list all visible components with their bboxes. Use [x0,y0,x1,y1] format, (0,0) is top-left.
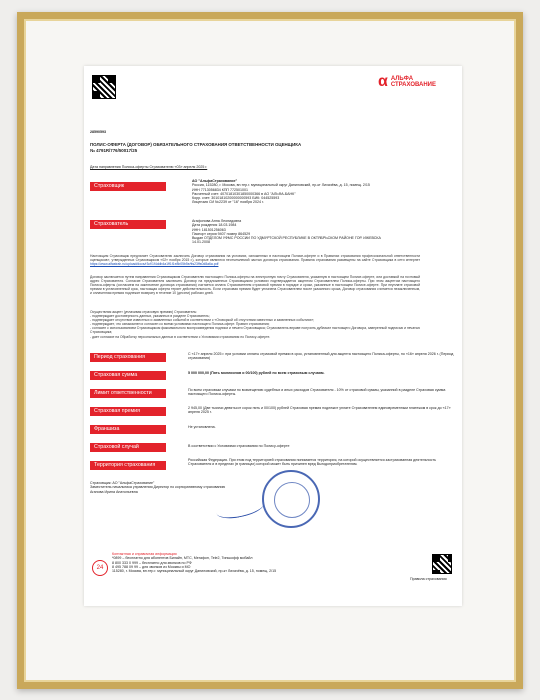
insured-event-value: В соответствии с Условиями страхования по Полису-оферте [188,444,290,448]
signatory-company: Страховщик: АО "АльфаСтрахование" [90,481,155,485]
sum-label: Страховая сумма [90,371,166,380]
condition-item: - подтверждает отсутствие известных и заявленных событий в соответствии с «Оговоркой об отсутствии известных и заявленных событиях»; [90,318,315,323]
insured-name: Агафонова Анна Леонидовна [192,219,242,223]
acceptance-paragraph: Договор заключается путем направления Страховщиком Страхователю настоящего Полиса-оферты на электронную почту Страхователя, указанную в настоящем Полисе-оферте, или доставкой на почтовый адрес Страхователя. Согласие Страхователя заключить Договор на предложенных Страховщиком условиях подтверждается акцептом Страхователем Полиса-оферты. При этом акцептом настоящего Полиса-оферты (согласием на заключение договора страхования) считается оплата Страхователем страховой премии в порядке и сроки, указанные в настоящем Полисе-оферте. При неуплате страховой премии в установленный срок, настоящая оферта теряет действительность. Если страховая премия будет уплачена Страхователем после указанного срока, Договор страхования считается незаключенным, и оплаченная премия подлежит возврату в течение 10 (десяти) рабочих дней. [90,275,420,296]
footer-line: 8 495 788 09 99 – для звонков из Москвы и МО [112,564,191,569]
intro-text: Настоящим Страховщик предлагает Страхователю заключить Договор страхования на условиях, изложенных в настоящем Полисе-оферте и в Правилах страхования профессиональной ответственности оценщиков», утвержденных Страховщиком «02» ноября 2015 г.), которые являются неотъемлемой частью договора страхования. Правила страхования размещены на сайте Страховщика в сети интернет [90,254,420,263]
signature-mark [215,495,265,522]
alpha-logo-icon: α [377,73,388,90]
brand-line-2: СТРАХОВАНИЕ [390,82,436,88]
deductible-value: Не установлена. [188,425,216,429]
insured-event-label: Страховой случай [90,443,166,452]
footer-line: 115280, г. Москва, вн.тер.г. муниципальный округ Даниловский, пр-кт Лихачёва, д. 15, помещ. 2/15 [112,569,277,574]
signatory-position: Заместитель начальника управления Директор по корпоративному страхованию [90,485,226,490]
document-title: ПОЛИС-ОФЕРТА (ДОГОВОР) ОБЯЗАТЕЛЬНОГО СТРАХОВАНИЯ ОТВЕТСТВЕННОСТИ ОЦЕНЩИКА [90,142,302,147]
insured-passport-issuer: Выдан ОТДЕЛОМ УФМС РОССИИ ПО УДМУРТСКОЙ РЕСПУБЛИКЕ В ОКТЯБРЬСКОМ РАЙОНЕ ГОР. ИЖЕВСКА [192,236,381,241]
rules-link[interactable]: https://www.alfastrah.ru/upload/docs/r3cf/1f4ddb4a1ff1f1e8b05b5e/tts23ffs0d8a6a.pdf [90,262,219,267]
sum-value: 5 000 000,00 (Пять миллионов и 00/100) рублей по всем страховым случаям. [188,371,325,375]
intro-paragraph [90,254,420,266]
brand-line-1: АЛЬФА [390,76,414,82]
rules-label: Правила страхования [410,577,447,581]
insurer-address: Россия, 115280, г. Москва, вн.тер.г. муниципальный округ Даниловский, пр-кт Лихачёва, д. 15, помещ. 2/15 [192,183,370,188]
insurer-corr-account: Корр. счет: 30101810200000000593 БИК: 044525593 [192,196,280,201]
support-24-icon: 24 [92,560,108,576]
territory-label: Территория страхования [90,461,166,470]
limit-value: По всем страховым случаям по возмещению судебных и иных расходов Страхователя - 10% от страховой суммы, указанной в разделе Страховая сумма настоящего Полиса-оферты. [188,388,446,397]
insured-passport-date: 14.01.2008 [192,240,210,245]
insurer-name: АО "АльфаСтрахование" [192,179,238,183]
insured-details [192,219,454,245]
qr-code-icon [92,75,116,99]
footer-title: Контактная и справочная информация [112,552,177,556]
sent-date: Дата направления Полиса-оферты Страхователю «03» апреля 2025 г. [90,165,208,169]
territory-value: Российская Федерация. При этом под территорией страхования понимается территория, на которой осуществляется застрахованная деятельность Страхователя и в пределах (в границах) которой может быть причинен вред Выгодоприобретателям. [188,458,436,467]
insured-label: Страхователь [90,220,166,229]
insurer-details [192,179,452,205]
period-value: С «17» апреля 2025 г. при условии оплаты страховой премии в срок, установленный для акцепта настоящего Полиса-оферты, по «16» апреля 2026 г. (Период страхования) [188,352,454,361]
signatory-name: Агапова Ирина Анатольевна [90,489,138,494]
policy-document [84,66,462,606]
footer-contacts [112,552,372,573]
brand-logo [378,75,436,89]
document-id: 28590593 [90,130,106,134]
signatory-block [90,481,290,494]
insured-inn: ИНН: 181501256063 [192,227,226,232]
limit-label: Лимит ответственности [90,389,166,398]
insured-birthdate: Дата рождения 18.03.1984 [192,223,237,228]
period-label: Период страхования [90,353,166,362]
condition-item: - подтверждает достоверность данных, указанных в разделе Страхователь; [90,314,210,319]
premium-label: Страховая премия [90,407,166,416]
rules-qr-code-icon [432,554,452,574]
condition-item: - согласен с использованием Страховщиком факсимильного воспроизведения подписи и печати Страховщика; Страхователь вправе получить дубликат настоящего Договора, заверенный подписью и печатью Страховщика; [90,326,420,335]
deductible-label: Франшиза [90,425,166,434]
footer-line: *0899 – бесплатно для абонентов Билайн, МТС, Мегафон, Tele2, Тинькофф мобайл [112,556,253,561]
acceptance-conditions [90,310,420,339]
premium-value: 2 945,00 (Две тысячи девятьсот сорок пять и 00/100) рублей Страховая премия подлежит уплате Страхователем единовременным платежом в срок до «17» апреля 2025 г. [188,406,451,415]
insurer-label: Страховщик [90,182,166,191]
condition-item: - подтверждает, что ознакомлен и согласен со всеми условиями настоящего Полиса-оферт. Правил страхования; [90,322,270,327]
condition-item: - дает согласие на Обработку персональных данных в соответствии с Условиями страхования по Полису-оферте. [90,334,271,339]
document-number: № 4791R/776/50017/25 [90,148,138,153]
insurer-inn: ИНН 7713056834 КПП 772501001 [192,187,249,192]
conditions-lead: Осуществляя акцепт (уплачивая страховую премию) Страхователь: [90,310,198,314]
insurer-account: Расчетный счет: 40701810301850000366 в АО "АЛЬФА-БАНК" [192,191,296,196]
company-stamp-icon [262,470,320,528]
insured-passport: Паспорт серия 9407 номер 864529 [192,231,251,236]
footer-line: 8 800 333 0 999 – бесплатно для звонков по РФ [112,560,192,565]
insurer-license: Лицензия СИ №2239 от "16" ноября 2024 г. [192,200,264,205]
